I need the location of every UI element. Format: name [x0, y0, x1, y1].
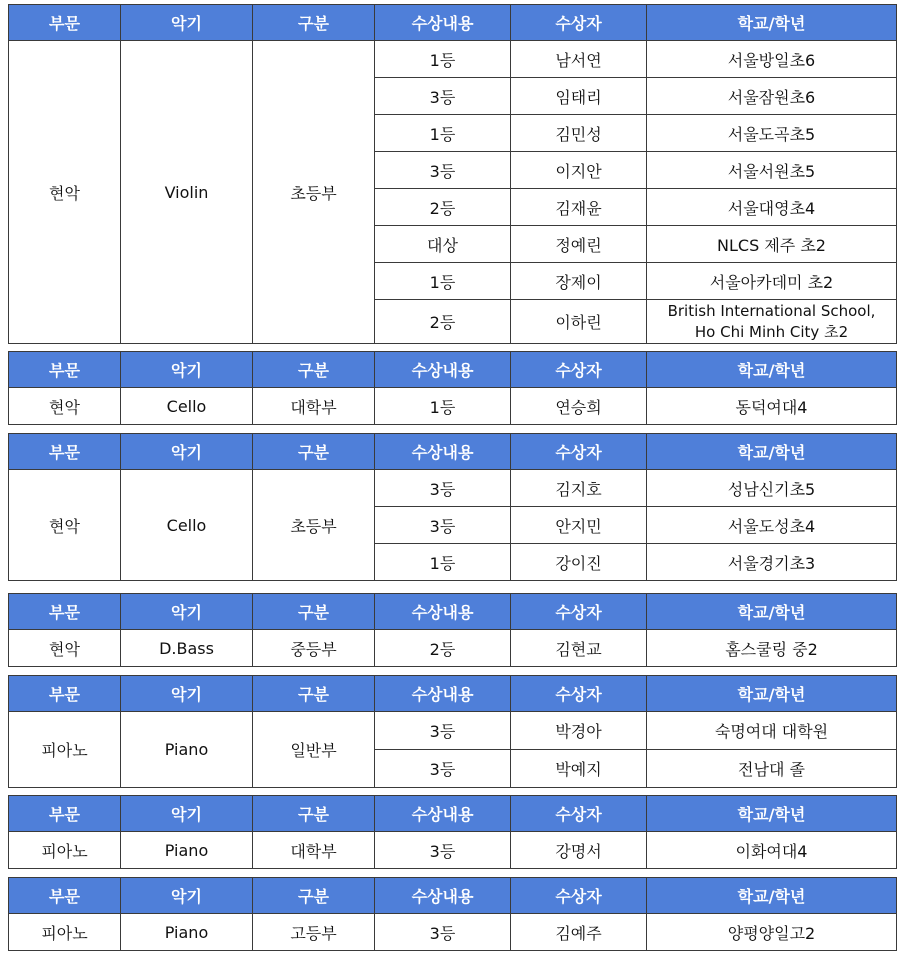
- header-category: 구분: [253, 796, 375, 832]
- award-cell: 2등: [375, 630, 511, 667]
- header-row: [9, 352, 897, 388]
- category-cell: 고등부: [253, 914, 375, 951]
- award-table: [8, 351, 897, 425]
- header-school: 학교/학년: [647, 352, 897, 388]
- header-name: 수상자: [511, 594, 647, 630]
- award-cell: 3등: [375, 914, 511, 951]
- header-award: 수상내용: [375, 796, 511, 832]
- award-cell: 1등: [375, 388, 511, 425]
- division-cell: 현악: [9, 41, 121, 344]
- header-row: [9, 434, 897, 470]
- award-cell: 2등: [375, 300, 511, 344]
- table-row: [9, 630, 897, 667]
- award-cell: 3등: [375, 470, 511, 507]
- school-cell: 숙명여대 대학원: [647, 712, 897, 750]
- school-cell: 서울서원초5: [647, 152, 897, 189]
- header-school: 학교/학년: [647, 5, 897, 41]
- header-category: 구분: [253, 878, 375, 914]
- winner-cell: 임태리: [511, 78, 647, 115]
- header-division: 부문: [9, 352, 121, 388]
- award-table: [8, 433, 897, 581]
- school-cell: 서울도곡초5: [647, 115, 897, 152]
- header-name: 수상자: [511, 878, 647, 914]
- winner-cell: 이지안: [511, 152, 647, 189]
- header-row: [9, 796, 897, 832]
- header-name: 수상자: [511, 796, 647, 832]
- category-cell: 중등부: [253, 630, 375, 667]
- award-cell: 1등: [375, 544, 511, 581]
- school-cell: 서울아카데미 초2: [647, 263, 897, 300]
- header-instrument: 악기: [121, 352, 253, 388]
- header-instrument: 악기: [121, 434, 253, 470]
- header-row: [9, 878, 897, 914]
- winner-cell: 정예린: [511, 226, 647, 263]
- instrument-cell: Piano: [121, 832, 253, 869]
- winner-cell: 이하린: [511, 300, 647, 344]
- school-cell: 서울잠원초6: [647, 78, 897, 115]
- instrument-cell: Piano: [121, 914, 253, 951]
- school-cell: 양평양일고2: [647, 914, 897, 951]
- header-category: 구분: [253, 352, 375, 388]
- header-division: 부문: [9, 594, 121, 630]
- winner-cell: 김현교: [511, 630, 647, 667]
- award-cell: 3등: [375, 507, 511, 544]
- header-instrument: 악기: [121, 676, 253, 712]
- header-instrument: 악기: [121, 594, 253, 630]
- header-award: 수상내용: [375, 676, 511, 712]
- table-row: [9, 712, 897, 750]
- instrument-cell: Cello: [121, 470, 253, 581]
- header-school: 학교/학년: [647, 676, 897, 712]
- award-table: [8, 4, 897, 344]
- header-award: 수상내용: [375, 352, 511, 388]
- header-name: 수상자: [511, 676, 647, 712]
- school-cell: 전남대 졸: [647, 750, 897, 788]
- winner-cell: 박예지: [511, 750, 647, 788]
- header-school: 학교/학년: [647, 434, 897, 470]
- award-table: [8, 675, 897, 788]
- award-table: [8, 795, 897, 869]
- award-cell: 1등: [375, 263, 511, 300]
- header-school: 학교/학년: [647, 878, 897, 914]
- category-cell: 초등부: [253, 41, 375, 344]
- instrument-cell: D.Bass: [121, 630, 253, 667]
- instrument-cell: Violin: [121, 41, 253, 344]
- school-cell: 홈스쿨링 중2: [647, 630, 897, 667]
- award-cell: 2등: [375, 189, 511, 226]
- header-division: 부문: [9, 676, 121, 712]
- header-award: 수상내용: [375, 434, 511, 470]
- category-cell: 일반부: [253, 712, 375, 788]
- award-table: [8, 593, 897, 667]
- category-cell: 대학부: [253, 388, 375, 425]
- header-division: 부문: [9, 878, 121, 914]
- header-row: [9, 5, 897, 41]
- school-cell: NLCS 제주 초2: [647, 226, 897, 263]
- table-row: [9, 470, 897, 507]
- category-cell: 초등부: [253, 470, 375, 581]
- winner-cell: 안지민: [511, 507, 647, 544]
- category-cell: 대학부: [253, 832, 375, 869]
- award-cell: 1등: [375, 115, 511, 152]
- header-name: 수상자: [511, 352, 647, 388]
- school-cell: 성남신기초5: [647, 470, 897, 507]
- winner-cell: 김예주: [511, 914, 647, 951]
- header-instrument: 악기: [121, 796, 253, 832]
- award-table: [8, 877, 897, 951]
- winner-cell: 강명서: [511, 832, 647, 869]
- header-name: 수상자: [511, 5, 647, 41]
- division-cell: 현악: [9, 388, 121, 425]
- header-category: 구분: [253, 594, 375, 630]
- header-category: 구분: [253, 676, 375, 712]
- division-cell: 피아노: [9, 712, 121, 788]
- winner-cell: 강이진: [511, 544, 647, 581]
- table-row: [9, 914, 897, 951]
- school-cell: British International School, Ho Chi Minh City 초2: [647, 300, 897, 344]
- header-instrument: 악기: [121, 5, 253, 41]
- award-cell: 3등: [375, 712, 511, 750]
- header-school: 학교/학년: [647, 796, 897, 832]
- award-cell: 3등: [375, 750, 511, 788]
- school-cell: 동덕여대4: [647, 388, 897, 425]
- school-cell: 서울방일초6: [647, 41, 897, 78]
- winner-cell: 김지호: [511, 470, 647, 507]
- award-cell: 3등: [375, 152, 511, 189]
- winner-cell: 김민성: [511, 115, 647, 152]
- header-row: [9, 676, 897, 712]
- header-division: 부문: [9, 796, 121, 832]
- header-division: 부문: [9, 434, 121, 470]
- header-category: 구분: [253, 434, 375, 470]
- header-award: 수상내용: [375, 878, 511, 914]
- header-name: 수상자: [511, 434, 647, 470]
- table-row: [9, 41, 897, 78]
- winner-cell: 연승희: [511, 388, 647, 425]
- award-cell: 3등: [375, 832, 511, 869]
- division-cell: 피아노: [9, 914, 121, 951]
- school-cell: 서울경기초3: [647, 544, 897, 581]
- instrument-cell: Cello: [121, 388, 253, 425]
- winner-cell: 박경아: [511, 712, 647, 750]
- winner-cell: 장제이: [511, 263, 647, 300]
- header-division: 부문: [9, 5, 121, 41]
- school-cell: 서울도성초4: [647, 507, 897, 544]
- school-cell: 이화여대4: [647, 832, 897, 869]
- table-row: [9, 832, 897, 869]
- header-award: 수상내용: [375, 5, 511, 41]
- header-row: [9, 594, 897, 630]
- header-school: 학교/학년: [647, 594, 897, 630]
- header-award: 수상내용: [375, 594, 511, 630]
- instrument-cell: Piano: [121, 712, 253, 788]
- award-cell: 1등: [375, 41, 511, 78]
- award-cell: 대상: [375, 226, 511, 263]
- school-cell: 서울대영초4: [647, 189, 897, 226]
- division-cell: 피아노: [9, 832, 121, 869]
- division-cell: 현악: [9, 630, 121, 667]
- table-row: [9, 388, 897, 425]
- award-cell: 3등: [375, 78, 511, 115]
- winner-cell: 김재윤: [511, 189, 647, 226]
- division-cell: 현악: [9, 470, 121, 581]
- header-instrument: 악기: [121, 878, 253, 914]
- winner-cell: 남서연: [511, 41, 647, 78]
- header-category: 구분: [253, 5, 375, 41]
